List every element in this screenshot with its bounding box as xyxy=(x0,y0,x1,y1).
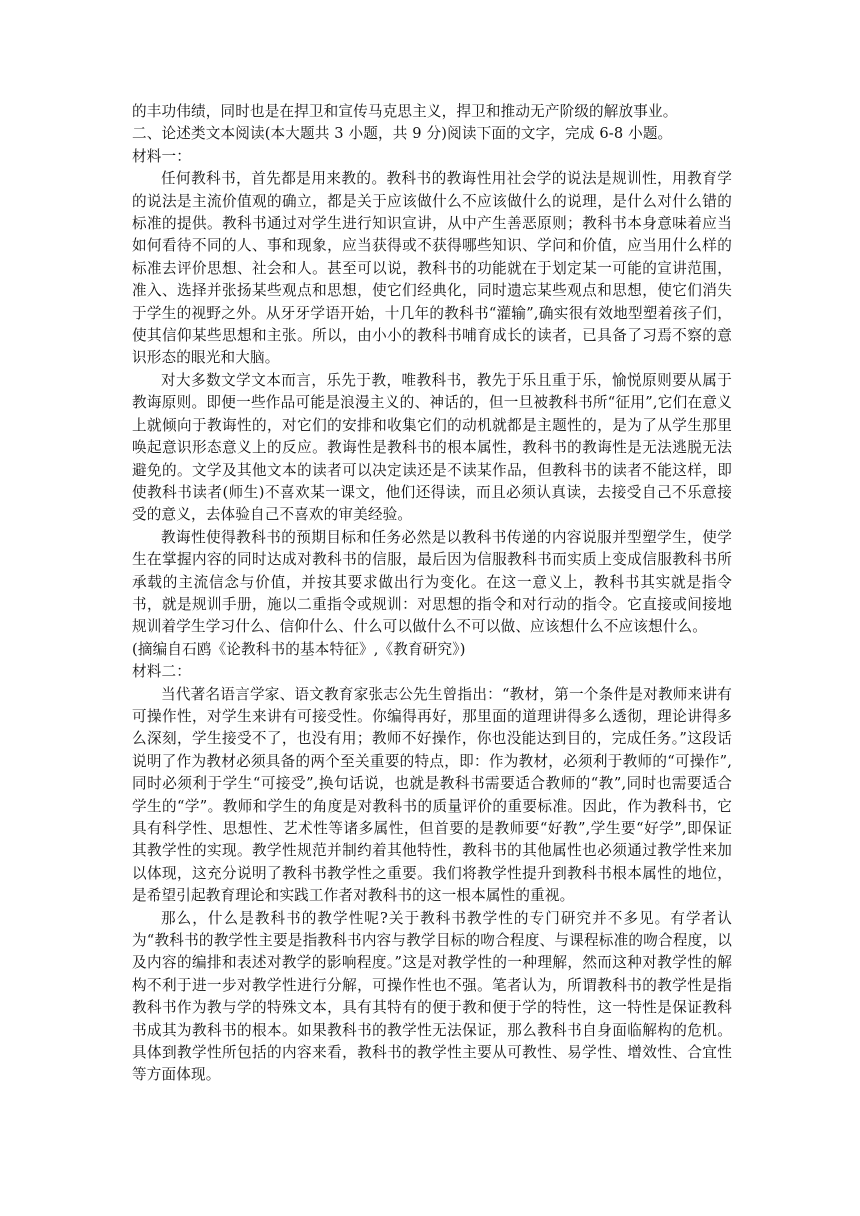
material-one-paragraph-2: 对大多数文学文本而言，乐先于教，唯教科书，教先于乐且重于乐，愉悦原则要从属于教诲原则。即便一些作品可能是浪漫主义的、神话的，但一旦被教科书所“征用”,它们在意义上就倾向于教诲性的，对它们的安排和收集它们的动机就都是主题性的，是为了从学生那里唤起意识形态意义上的反应。教诲性是教科书的根本属性，教科书的教诲性是无法逃脱无法避免的。文学及其他文本的读者可以决定读还是不读某作品，但教科书的读者不能这样，即使教科书读者(师生)不喜欢某一课文，他们还得读，而且必须认真读，去接受自己不乐意接受的意义，去体验自己不喜欢的审美经验。 xyxy=(132,371,732,524)
material-one-paragraph-1: 任何教科书，首先都是用来教的。教科书的教诲性用社会学的说法是规训性，用教育学的说法是主流价值观的确立，都是关于应该做什么不应该做什么的说理，是什么对什么错的标准的提供。教科书通过对学生进行知识宣讲，从中产生善恶原则；教科书本身意味着应当如何看待不同的人、事和现象，应当获得或不获得哪些知识、学问和价值，应当用什么样的标准去评价思想、社会和人。甚至可以说，教科书的功能就在于划定某一可能的宣讲范围，准入、选择并张扬某些观点和思想，使它们经典化，同时遗忘某些观点和思想，使它们消失于学生的视野之外。从牙牙学语开始，十几年的教科书“灌输”,确实很有效地型塑着孩子们，使其信仰某些思想和主张。所以，由小小的教科书哺育成长的读者，已具备了习焉不察的意识形态的眼光和大脑。 xyxy=(132,170,732,367)
material-one-paragraph-3: 教诲性使得教科书的预期目标和任务必然是以教科书传递的内容说服并型塑学生，使学生在掌握内容的同时达成对教科书的信服，最后因为信服教科书而实质上变成信服教科书所承载的主流信念与价值，并按其要求做出行为变化。在这一意义上，教科书其实就是指令书，就是规训手册，施以二重指令或规训：对思想的指令和对行动的指令。它直接或间接地规训着学生学习什么、信仰什么、什么可以做什么不可以做、应该想什么不应该想什么。 xyxy=(132,528,732,636)
material-two-label: 材料二： xyxy=(132,663,191,681)
document-body xyxy=(132,101,732,1087)
material-two-paragraph-1: 当代著名语言学家、语文教育家张志公先生曾指出：“教材，第一个条件是对教师来讲有可操作性，对学生来讲有可接受性。你编得再好，那里面的道理讲得多么透彻，理论讲得多么深刻，学生接受不了，也没有用；教师不好操作，你也没能达到目的，完成任务。”这段话说明了作为教材必须具备的两个至关重要的特点，即：作为教材，必须利于教师的“可操作”,同时必须利于学生“可接受”,换句话说，也就是教科书需要适合教师的“教”,同时也需要适合学生的“学”。教师和学生的角度是对教科书的质量评价的重要标准。因此，作为教科书，它具有科学性、思想性、艺术性等诸多属性，但首要的是教师要“好教”,学生要“好学”,即保证其教学性的实现。教学性规范并制约着其他特性，教科书的其他属性也必须通过教学性来加以体现，这充分说明了教科书教学性之重要。我们将教学性提升到教科书根本属性的地位，是希望引起教育理论和实践工作者对教科书的这一根本属性的重视。 xyxy=(132,685,732,905)
material-one-source: (摘编自石鸥《论教科书的基本特征》,《教育研究》) xyxy=(132,640,466,658)
previous-text-fragment: 的丰功伟绩，同时也是在捍卫和宣传马克思主义，捍卫和推动无产阶级的解放事业。 xyxy=(132,103,678,120)
material-two-paragraph-2: 那么，什么是教科书的教学性呢?关于教科书教学性的专门研究并不多见。有学者认为“教科书的教学性主要是指教科书内容与教学目标的吻合程度、与课程标准的吻合程度，以及内容的编排和表述对教学的影响程度。”这是对教学性的一种理解，然而这种对教学性的解构不利于进一步对教学性进行分解，可操作性也不强。笔者认为，所谓教科书的教学性是指教科书作为教与学的特殊文本，具有其特有的便于教和便于学的特性，这一特性是保证教科书成其为教科书的根本。如果教科书的教学性无法保证，那么教科书自身面临解构的危机。具体到教学性所包括的内容来看，教科书的教学性主要从可教性、易学性、增效性、合宜性等方面体现。 xyxy=(132,909,732,1084)
section-heading: 二、论述类文本阅读(本大题共 3 小题，共 9 分)阅读下面的文字，完成 6-8 小题。 xyxy=(132,125,673,143)
material-one-label: 材料一： xyxy=(132,147,191,165)
